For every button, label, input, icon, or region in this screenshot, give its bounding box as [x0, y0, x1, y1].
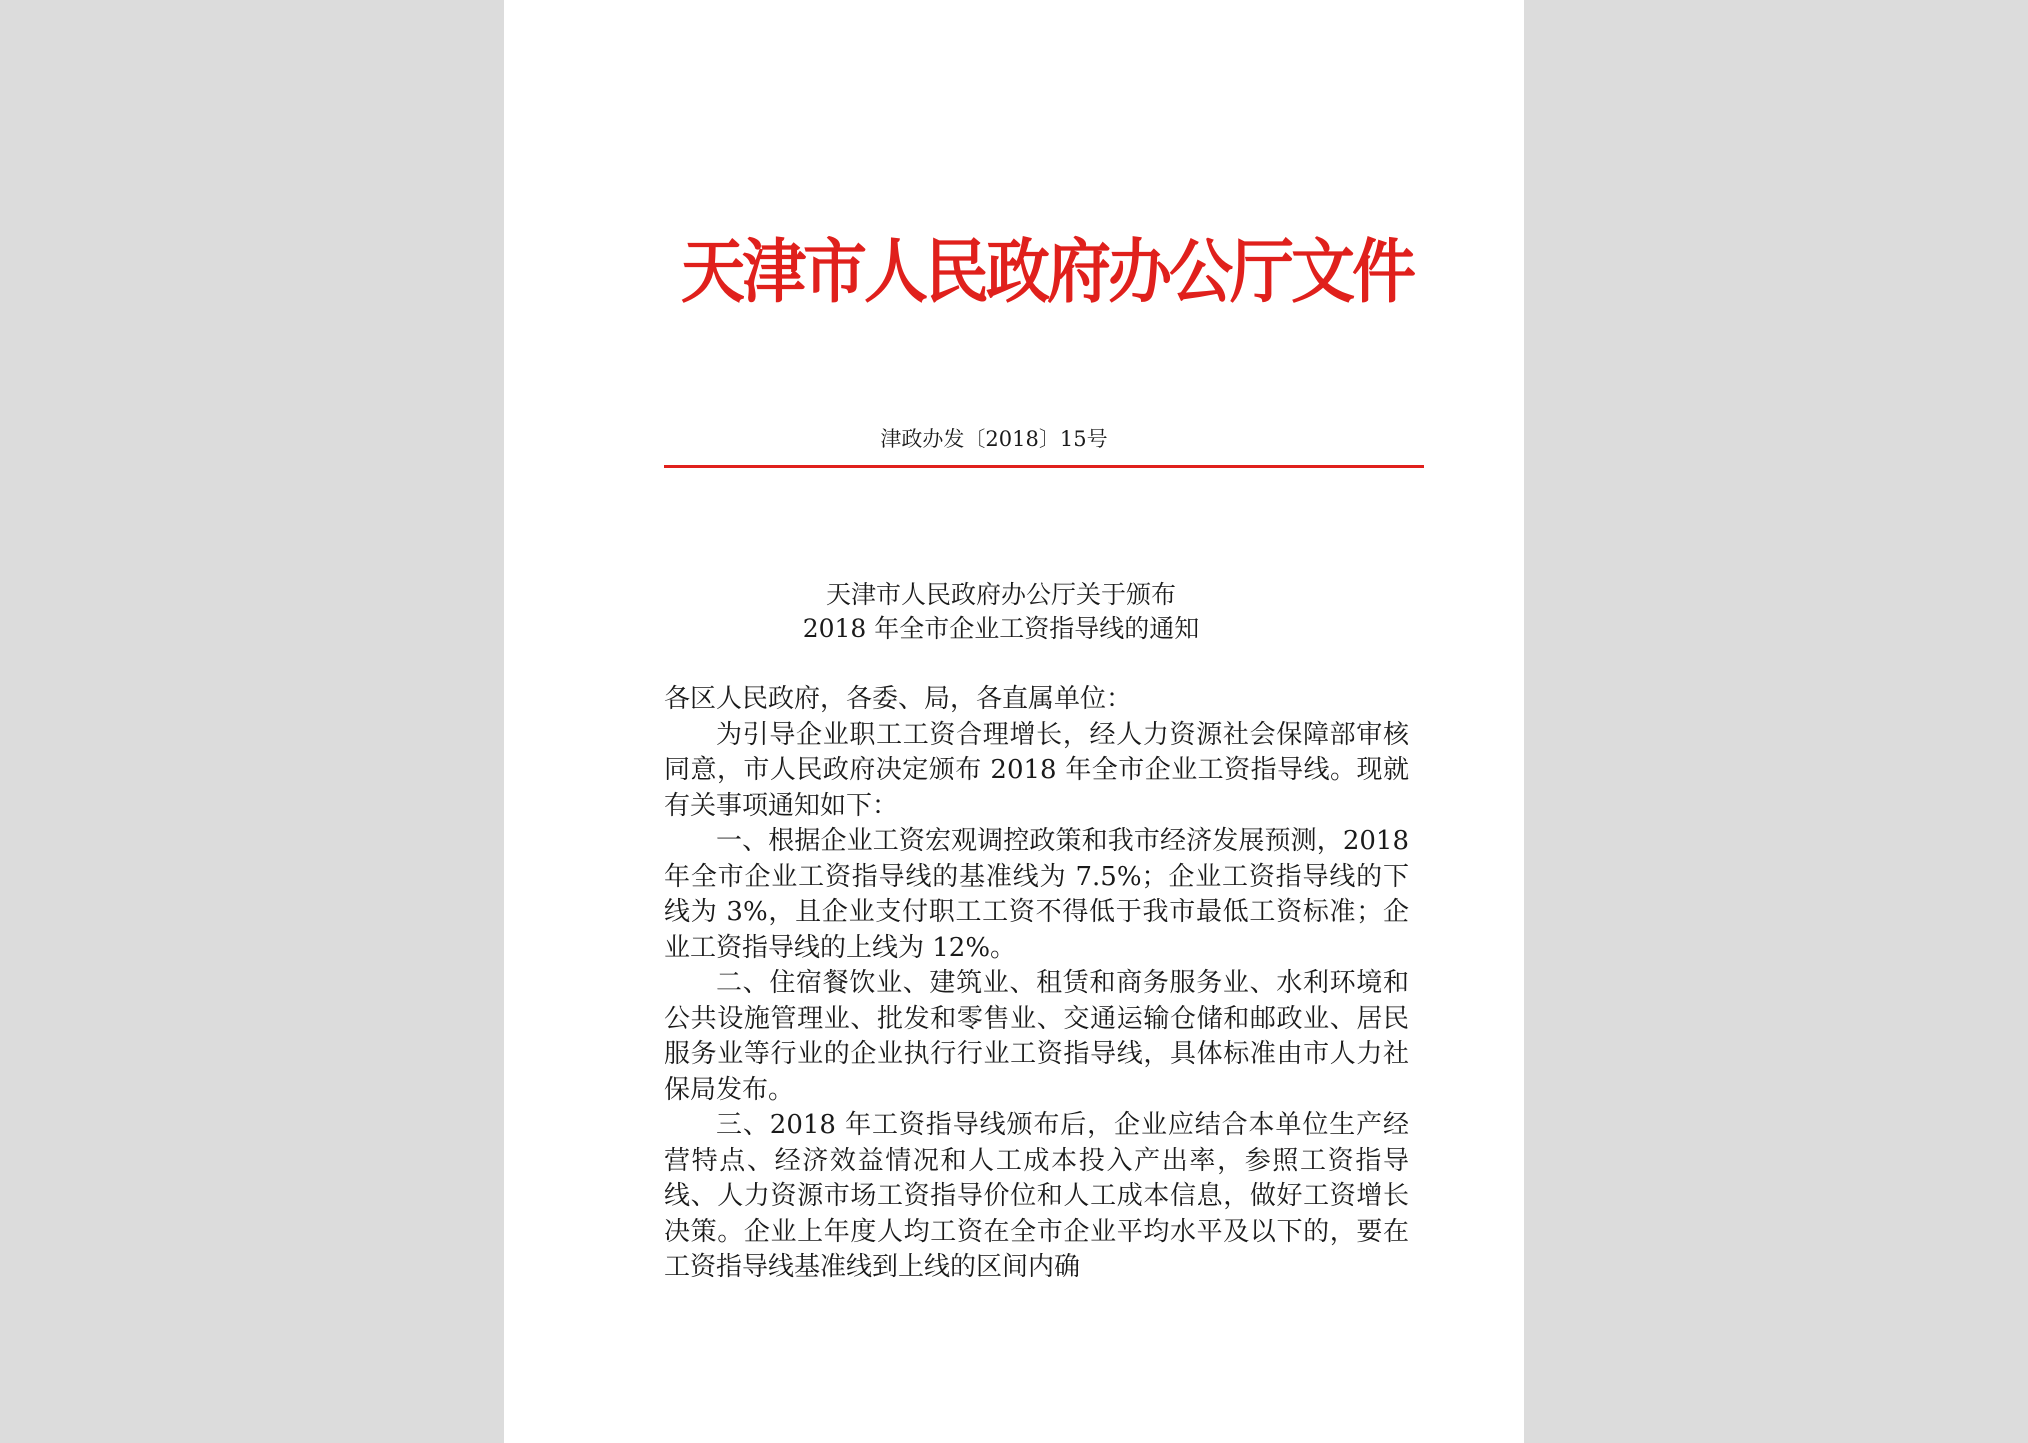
document-body	[664, 682, 1409, 1286]
body-paragraph-intro: 为引导企业职工工资合理增长，经人力资源社会保障部审核同意，市人民政府决定颁布 2018 年全市企业工资指导线。现就有关事项通知如下：	[664, 719, 1409, 821]
red-divider-line	[664, 465, 1424, 468]
body-paragraph-item-3: 三、2018 年工资指导线颁布后，企业应结合本单位生产经营特点、经济效益情况和人工成本投入产出率，参照工资指导线、人力资源市场工资指导价位和人工成本信息，做好工资增长决策。企业上年度人均工资在全市企业平均水平及以下的，要在工资指导线基准线到上线的区间内确	[664, 1110, 1409, 1282]
document-page	[504, 0, 1524, 1443]
document-title	[504, 578, 1524, 646]
document-number: 津政办发〔2018〕15号	[880, 427, 1108, 451]
document-title-line-1: 天津市人民政府办公厅关于颁布	[825, 580, 1176, 609]
salutation: 各区人民政府，各委、局，各直属单位：	[664, 684, 1133, 714]
body-paragraph-item-1: 一、根据企业工资宏观调控政策和我市经济发展预测，2018 年全市企业工资指导线的基准线为 7.5%；企业工资指导线的下线为 3%，且企业支付职工工资不得低于我市最低工资标准；企业工资指导线的上线为 12%。	[664, 826, 1409, 963]
document-title-line-2: 2018 年全市企业工资指导线的通知	[802, 614, 1200, 643]
body-paragraph-item-2: 二、住宿餐饮业、建筑业、租赁和商务服务业、水利环境和公共设施管理业、批发和零售业、交通运输仓储和邮政业、居民服务业等行业的企业执行行业工资指导线，具体标准由市人力社保局发布。	[664, 968, 1409, 1105]
document-header-title: 天津市人民政府办公厅文件	[681, 231, 1413, 313]
